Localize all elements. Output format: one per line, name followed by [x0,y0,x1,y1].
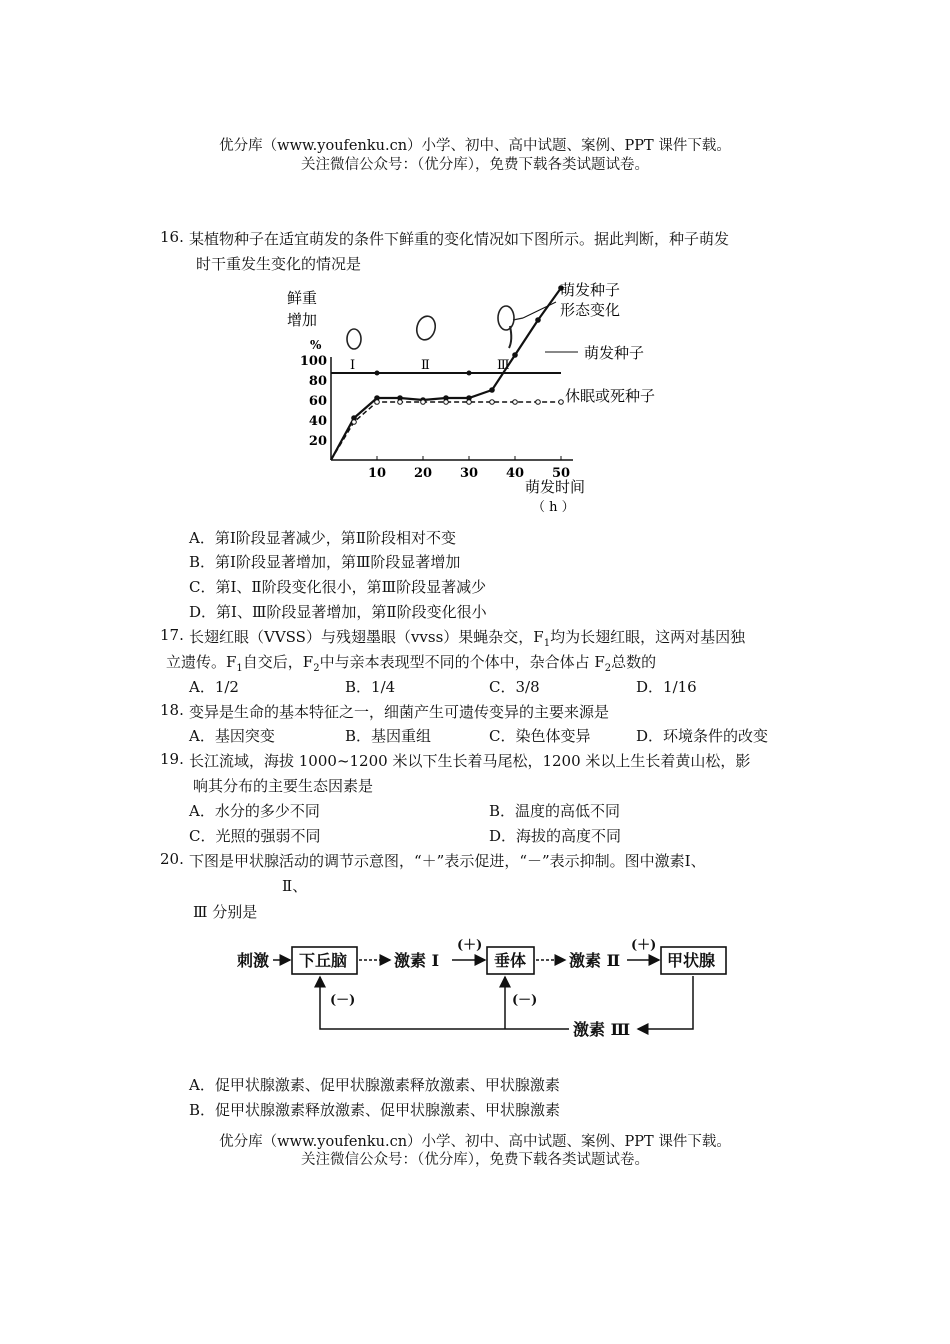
q19-stem-line-1: 长江流域，海拔 1000~1200 米以下生长着马尾松，1200 米以上生长着黄山松，影 [189,752,751,770]
diagram-hypothalamus: 下丘脑 [299,951,348,970]
q18-number: 18. [160,701,184,719]
q16-option-c: C．第Ⅰ、Ⅱ阶段变化很小，第Ⅲ阶段显著减少 [189,578,487,596]
chart-ytick-80: 80 [308,374,327,389]
q16-option-b: B．第Ⅰ阶段显著增加，第Ⅲ阶段显著增加 [189,553,461,571]
chart-point-s1-45 [536,318,541,323]
q16-option-d: D．第Ⅰ、Ⅲ阶段显著增加，第Ⅱ阶段变化很小 [189,603,487,621]
q20-stem-line-1: 下图是甲状腺活动的调节示意图，“＋”表示促进，“－”表示抑制。图中激素Ⅰ、 [189,852,706,870]
q17-option-a: A．1/2 [189,678,239,696]
q16-stem-line-1: 某植物种子在适宜萌发的条件下鲜重的变化情况如下图所示。据此判断，种子萌发 [189,230,730,248]
seed-fresh-weight-chart [270,275,690,520]
chart-reference-dot-1 [375,371,380,376]
seed-stage-1-icon [347,329,361,349]
chart-point-s2-40 [513,400,518,405]
q17-option-b: B．1/4 [345,678,396,696]
chart-ytick-40: 40 [308,414,327,429]
chart-xtick-30: 30 [459,466,479,481]
chart-point-s2-20 [421,400,426,405]
diagram-minus-2: (－) [512,993,538,1008]
chart-ylabel-line-2: 增加 [287,311,318,329]
q19-option-b: B．温度的高低不同 [489,802,621,820]
chart-ytick-20: 20 [308,434,327,449]
seed-stage-3-icon [498,306,523,348]
chart-xtick-40: 40 [505,466,525,481]
q18-option-c: C．染色体变异 [489,727,591,745]
chart-annotation-morph-1: 萌发种子 [560,281,621,299]
q17-stem-line-1: 长翅红眼（VVSS）与残翅墨眼（vvss）果蝇杂交，$F_1$均为长翅红眼，这两对基因独 [189,628,746,649]
q20-number: 20. [160,850,184,868]
q16-stem-line-2: 时干重发生变化的情况是 [196,255,362,273]
chart-yunit: % [310,338,322,352]
chart-annotation-morph-2: 形态变化 [560,301,621,319]
q18-option-d: D．环境条件的改变 [636,727,769,745]
q17-stem-line-2: 立遗传。$F_1$自交后，$F_2$中与亲本表现型不同的个体中，杂合体占 $F_2$总数的 [166,653,657,674]
seed-stage-2-icon [414,314,438,342]
q20-stem-line-3: Ⅲ 分别是 [193,903,258,921]
chart-point-s2-25 [444,400,449,405]
footer-line-1: 优分库（www.youfenku.cn）小学、初中、高中试题、案例、PPT 课件下载。 [219,1134,731,1150]
chart-annotation-germinating: 萌发种子 [584,344,645,362]
chart-point-s2-50 [559,400,564,405]
diagram-plus-1: (＋) [457,938,483,953]
chart-ylabel-line-1: 鲜重 [287,289,318,307]
chart-annotation-dormant: 休眠或死种子 [565,387,656,405]
q18-option-b: B．基因重组 [345,727,432,745]
chart-morph-pointer [523,302,556,318]
chart-point-s1-35 [490,388,495,393]
chart-point-s2-10 [375,400,380,405]
diagram-thyroid: 甲状腺 [667,951,716,970]
chart-ytick-60: 60 [308,394,327,409]
thyroid-regulation-diagram [225,930,735,1040]
footer-line-2: 关注微信公众号：（优分库），免费下载各类试题试卷。 [301,1152,649,1168]
diagram-stimulus: 刺激 [237,951,270,970]
q19-option-a: A．水分的多少不同 [189,802,320,820]
q20-option-a: A．促甲状腺激素、促甲状腺激素释放激素、甲状腺激素 [189,1076,560,1094]
q19-option-c: C．光照的强弱不同 [189,827,321,845]
chart-point-s2-45 [536,400,541,405]
diagram-minus-1: (－) [330,993,356,1008]
chart-point-s2-30 [467,400,472,405]
diagram-hormone-3: 激素 Ⅲ [573,1020,631,1039]
header-line-2: 关注微信公众号：（优分库），免费下载各类试题试卷。 [301,157,649,173]
q20-stem-line-2: Ⅱ、 [282,877,308,895]
q18-option-a: A．基因突变 [189,727,275,745]
chart-stage-3: Ⅲ [497,358,510,373]
chart-reference-dot-2 [467,371,472,376]
q18-stem-line-1: 变异是生命的基本特征之一，细菌产生可遗传变异的主要来源是 [189,703,610,721]
q19-stem-line-2: 响其分布的主要生态因素是 [193,777,374,795]
q16-number: 16. [160,228,184,246]
chart-xlabel-line-2: （ h ） [532,500,575,515]
chart-point-s1-40 [513,353,518,358]
chart-xlabel-line-1: 萌发时间 [525,478,586,496]
chart-xtick-50: 50 [551,466,571,481]
q16-option-a: A．第Ⅰ阶段显著减少，第Ⅱ阶段相对不变 [189,529,456,547]
q17-option-c: C．3/8 [489,678,540,696]
chart-point-s2-5 [352,420,357,425]
chart-point-s2-35 [490,400,495,405]
q20-option-b: B．促甲状腺激素释放激素、促甲状腺激素、甲状腺激素 [189,1101,561,1119]
chart-point-s2-15 [398,400,403,405]
chart-stage-2: Ⅱ [421,358,430,373]
diagram-plus-2: (＋) [631,938,657,953]
chart-xtick-20: 20 [413,466,433,481]
q19-number: 19. [160,750,184,768]
q17-number: 17. [160,626,184,644]
header-line-1: 优分库（www.youfenku.cn）小学、初中、高中试题、案例、PPT 课件下载。 [219,138,731,154]
diagram-hormone-1: 激素 Ⅰ [394,951,440,970]
q17-option-d: D．1/16 [636,678,697,696]
chart-xtick-10: 10 [367,466,387,481]
q19-option-d: D．海拔的高度不同 [489,827,622,845]
arrow-thyroid-to-hormone3 [638,976,693,1029]
diagram-pituitary: 垂体 [494,951,527,970]
chart-stage-1: Ⅰ [350,358,356,373]
chart-ytick-100: 100 [299,354,327,369]
chart-series-line-2 [331,402,561,460]
diagram-hormone-2: 激素 Ⅱ [569,951,621,970]
